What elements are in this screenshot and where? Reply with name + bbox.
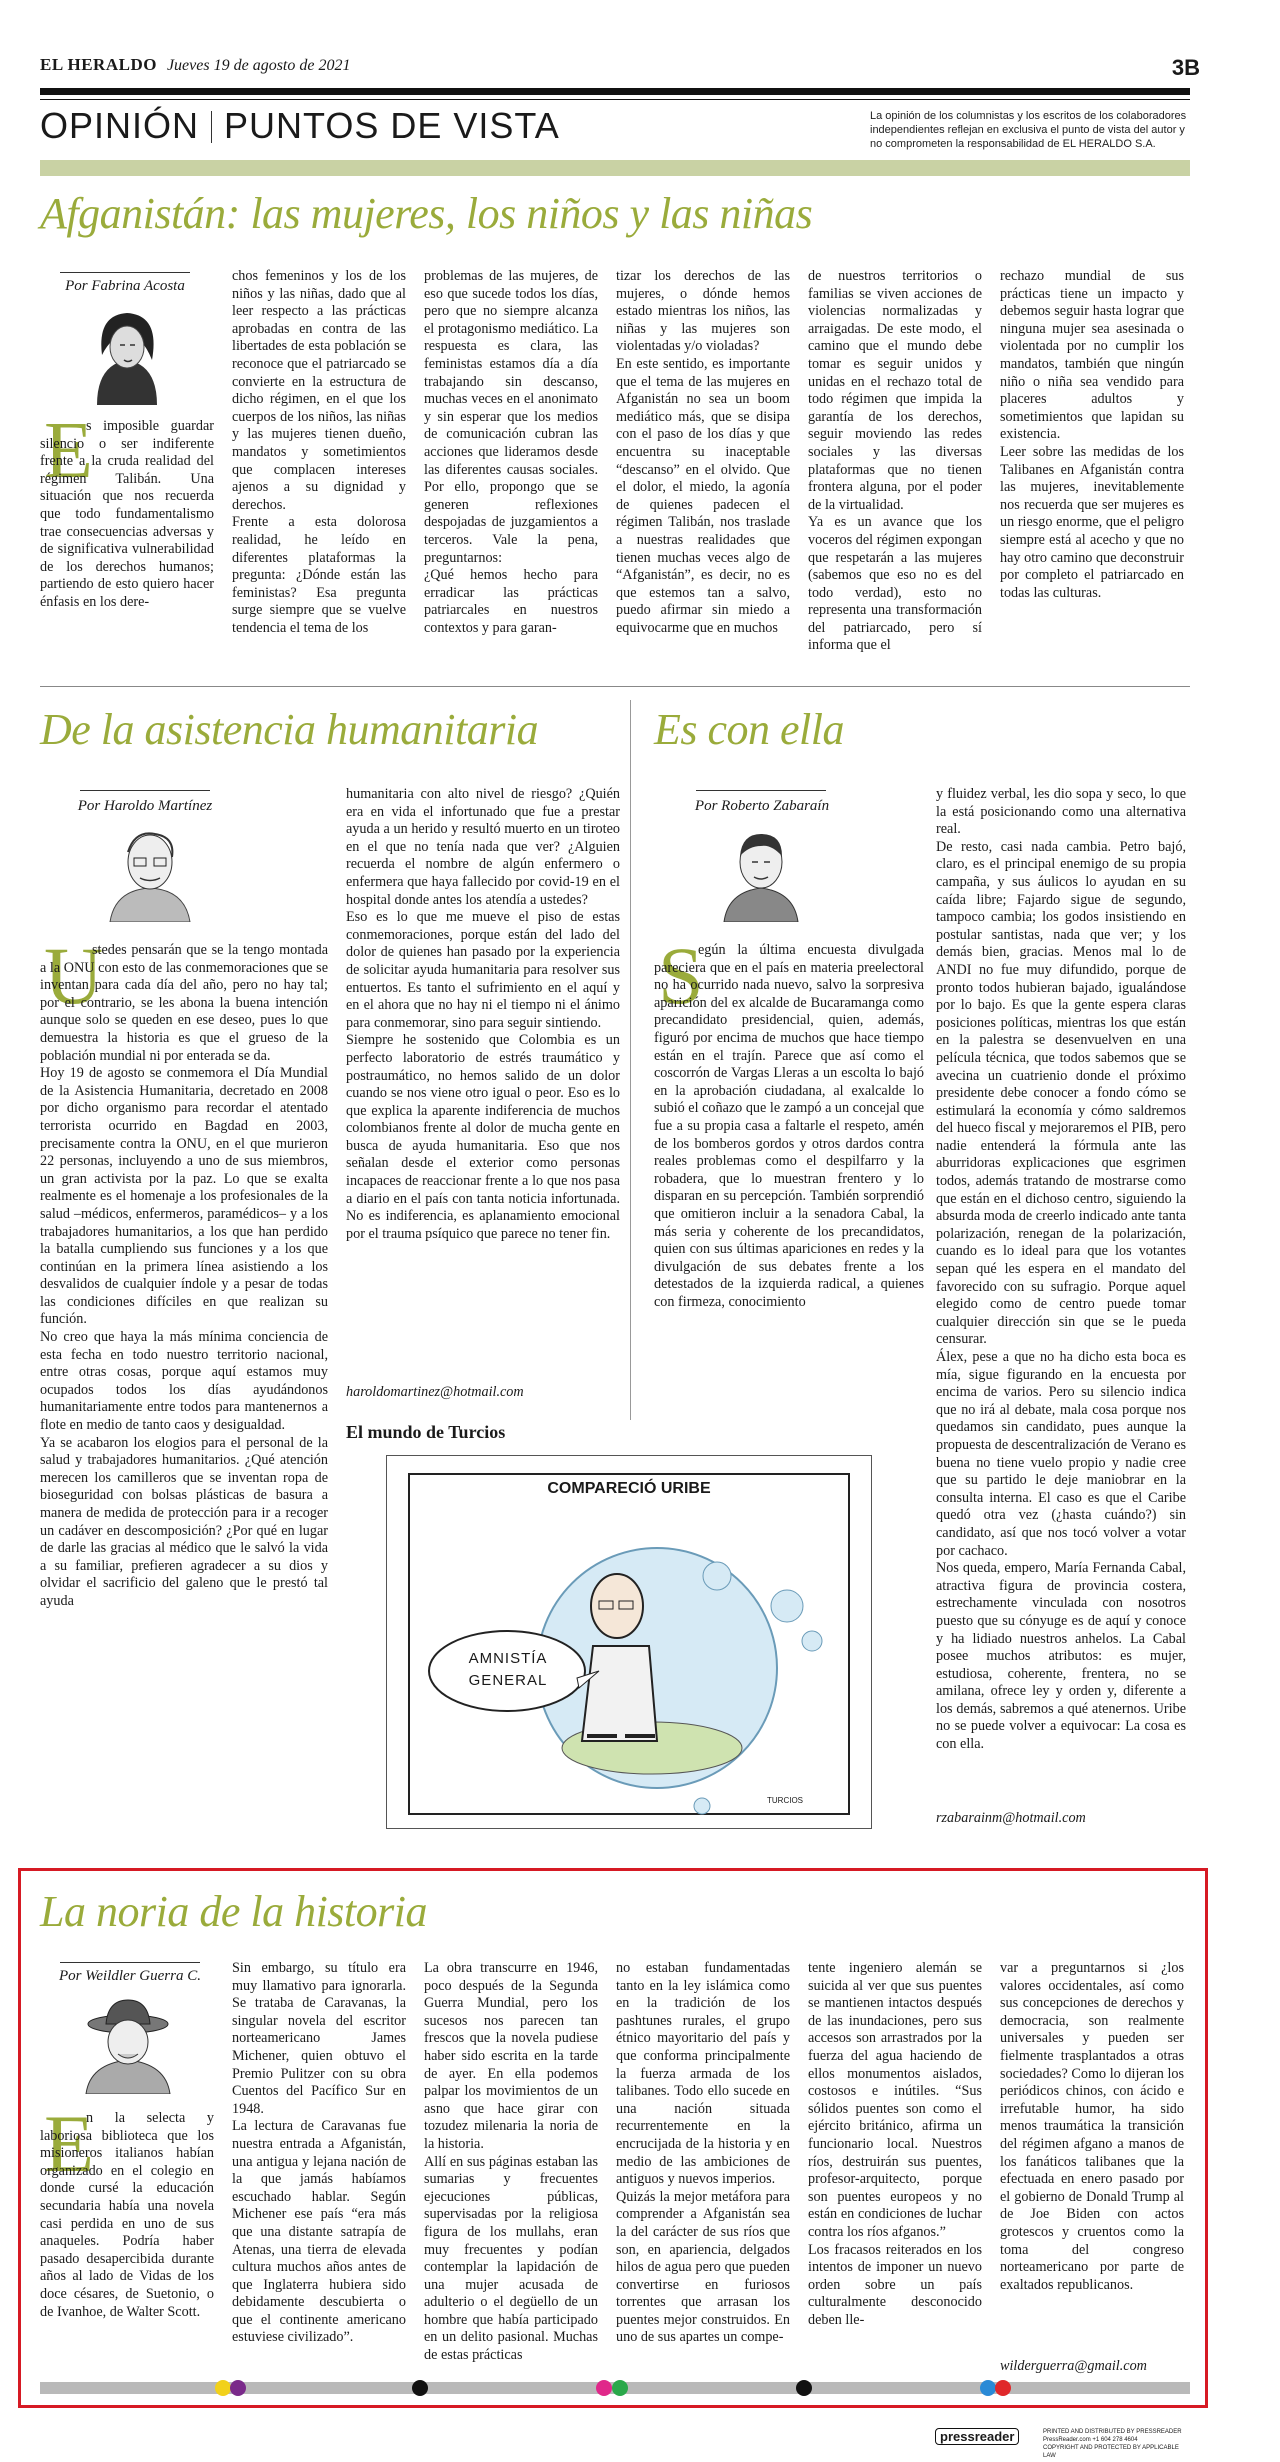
registration-dot-red [995,2380,1011,2396]
article3-col1: egún la última encuesta divulgada pareciera que en el país en materia preelectoral no ha ocurrido nada nuevo, salvo la sorpresiva aparición del ex alcalde de Bucaramanga como precandidato presidencial, quien, además, figuró por encima de muchos que hace tiempo están en el trajín. Parece que así como el coscorrón de Vargas Lleras a un escolta lo bajó en la aprobación ciudadana, al exalcalde lo subió el coñazo que le zampó a un concejal que fue a su propia casa a faltarle el respeto, amén de los bomberos gordos y otros dardos contra reales problemas como el despilfarro y la robadera, que lo muestran frentero y lo disparan en su percepción. También sorprendió que omitieron incluir a la senadora Cabal, la más seria y coherente de los precandidatos, quien con sus últimas apariciones en redes y la divulgación de sus debates frente a los detestados de la izquierda radical, a quienes con firmeza, conocimiento [654,942,924,1310]
article4-email: wilderguerra@gmail.com [1000,2358,1147,2374]
registration-dot-yellow [215,2380,231,2396]
article2-email: haroldomartinez@hotmail.com [346,1384,524,1400]
cartoon-caption: COMPARECIÓ URIBE [547,1480,711,1497]
portrait-illustration [82,305,172,405]
article2-headline: De la asistencia humanitaria [40,705,539,754]
article2-byline: Por Haroldo Martínez [77,798,213,814]
section-divider [211,111,212,143]
portrait-illustration [716,822,806,922]
pressreader-logo: pressreader [935,2428,1019,2445]
masthead-rule-thin [40,99,1190,100]
article1-col2: chos femeninos y los de los niños y las niñas, dado que al leer respecto a las prácticas aprobadas en contra de las libertades de esta población se reconoce que el patriarcado se convierte en la estructura de dicho régimen, en el que los cuerpos de los niños, las niñas y las mujeres tienen dueño, mandatos y sometimientos que complacen intereses ajenos a su dignidad y derechos. Frente a esta dolorosa realidad, he leído en diferentes plataformas la pregunta: ¿Dónde están las feministas? Esa pregunta surge siempre que se vuelve tendencia el tema de los [232,268,406,636]
footer-line-2: PressReader.com +1 604 278 4604 [1043,2437,1138,2443]
pressreader-footer [935,2428,1185,2459]
section-disclaimer: La opinión de los columnistas y los escritos de los colaboradores independientes reflejan en exclusiva el punto de vista del autor y no comprometen la responsabilidad de EL HERALDO S.A. [870,110,1187,150]
section-green-band [40,160,1190,176]
page-number: 3B [1171,55,1200,80]
article1-col4: tizar los derechos de las mujeres, o dónde hemos estado mientras los niños, las niñas y las mujeres son violentadas y/o violadas? En este sentido, es importante que el tema de las mujeres en Afganistán no sea un boom mediático más, que se disipa con el paso de los días y que encuentra su inaceptable “descanso” en el olvido. Que el dolor, el miedo, la agonía de quienes padecen el régimen Talibán, nos traslade a nuestras realidades que tienen muchas veces algo de “Afganistán”, es decir, no es que estemos tan a salvo, puedo afirmar sin miedo a equivocarme que en muchos [616,268,790,636]
article3-dropcap: S [658,930,704,1021]
cartoon-illustration [387,1456,871,1828]
article1-col6: rechazo mundial de sus prácticas tiene un impacto y debemos seguir hasta lograr que ninguna mujer sea asesinada o violentada por no cumplir los mandatos, también que ningún niño o niña sea vendido para placeres adultos y sometimientos que lapidan su existencia. Leer sobre las medidas de los Talibanes en Afganistán contra las mujeres, inevitablemente nos recuerda que ser mujeres es un riesgo enorme, que el peligro siempre está al acecho y que no hay otro camino que deconstruir por completo el patriarcado en todas las culturas. [1000,268,1184,601]
newspaper-brand: EL HERALDO [40,55,157,74]
footer-line-1: PRINTED AND DISTRIBUTED BY PRESSREADER [1043,2429,1182,2435]
masthead [40,55,1200,81]
article3-byline: Por Roberto Zabaraín [694,798,830,814]
section-header [40,105,1200,155]
article4-col3: La obra transcurre en 1946, poco después de la Segunda Guerra Mundial, pero los sucesos nos parecen tan frescos que la novela pudiese haber sido escrita en la tarde de ayer. En ella podemos palpar los movimientos de un asno que hace girar con tozudez milenaria la noria de la historia. Allí en sus páginas estaban las sumarias y frecuentes ejecuciones públicas, supervisadas por la religiosa figura de los mullahs, eran muy frecuentes y podían contemplar la lapidación de una mujer acusada de adulterio o el degüello de un hombre que había participado en un delito pasional. Muchas de estas prácticas [424,1960,598,2364]
article1-col5: de nuestros territorios o familias se viven acciones de violencias normalizadas y arraigadas. De este modo, el camino que el mundo debe tomar es seguir unidos y unidas en el rechazo total de todo régimen que impida la garantía de los derechos, seguir moviendo las redes sociales y las diversas plataformas que no tienen frontera alguna, por el poder de la virtualidad. Ya es un avance que los voceros del régimen expongan que respetarán a las mujeres (sabemos que eso no es del todo verdad), esto no representa una transformación del patriarcado, pero sí informa que el [808,268,982,654]
article1-col3: problemas de las mujeres, de eso que sucede todos los días, pero que no siempre alcanza el protagonismo mediático. La respuesta es clara, las feministas estamos día a día trabajando sin descanso, muchas veces en el anonimato y sin esperar que los medios de comunicación cubran las acciones que lideramos desde las diferentes causas sociales. Por ello, propongo que se generen reflexiones despojadas de juzgamientos a terceros. Vale la pena, preguntarnos: ¿Qué hemos hecho para erradicar las prácticas patriarcales en nuestros contextos y para garan- [424,268,598,636]
article3-byline-rule [696,790,826,791]
masthead-rule-thick [40,88,1190,95]
article3-email: rzabarainm@hotmail.com [936,1810,1086,1826]
footer-line-3: COPYRIGHT AND PROTECTED BY APPLICABLE LAW [1043,2445,1179,2459]
registration-dot-magenta [596,2380,612,2396]
section-title-puntos: PUNTOS DE VISTA [224,105,560,146]
article4-author-portrait [78,1994,178,2094]
registration-dot-blue [980,2380,996,2396]
cartoon-speech-bubble: AMNISTÍA GENERAL [468,1650,548,1689]
article3-headline: Es con ella [654,705,845,754]
portrait-illustration [78,1994,178,2094]
article2-dropcap: U [44,930,104,1021]
cartoon-signature: TURCIOS [767,1796,803,1805]
article4-col5: tente ingeniero alemán se suicida al ver que sus puentes se mantienen intactos después de las inundaciones, pero sus accesos son arrastrados por la fuerza del agua haciendo de ellos monumentos aislados, costosos e inútiles. “Sus sólidos puentes son como el ejército británico, afirma un funcionario local. Nuestros ríos, destruirán sus puentes, profesor-arquitecto, porque son puentes europeos y no están en condiciones de luchar contra los ríos afganos.” Los fracasos reiterados en los intentos de imponer un nuevo orden sobre un país culturalmente desconocido deben lle- [808,1960,982,2328]
article1-col1: s imposible guardar silencio o ser indiferente frente a la cruda realidad del régimen Talibán. Una situación que nos recuerda que todo fundamentalismo trae consecuencias adversas y de significativa vulnerabilidad de los derechos humanos; partiendo de esto quiero hacer énfasis en los dere- [40,418,214,610]
article1-byline: Por Fabrina Acosta [65,278,185,294]
article4-dropcap: E [44,2098,95,2189]
article-separator [40,686,1190,687]
article4-col1: n la selecta y laboriosa biblioteca que los misioneros italianos habían organizado en el colegio en donde cursé la educación secundaria había una novela casi perdida en uno de sus anaqueles. Podría haber pasado desapercibida durante años al lado de Vidas de los doce césares, de Suetonio, o de Ivanhoe, de Walter Scott. [40,2110,214,2320]
registration-dot-black-2 [796,2380,812,2396]
issue-date: Jueves 19 de agosto de 2021 [166,57,351,74]
article2-author-portrait [100,822,200,922]
section-title-opinion: OPINIÓN [40,105,200,146]
portrait-illustration [100,822,200,922]
article1-dropcap: E [44,407,93,495]
article4-headline: La noria de la historia [40,1887,427,1936]
article1-headline: Afganistán: las mujeres, los niños y las niñas [40,189,813,238]
registration-dot-green [612,2380,628,2396]
article4-byline-rule [60,1962,200,1963]
article4-col6: var a preguntarnos si ¿los valores occidentales, así como sus concepciones de derechos y democracia, son realmente universales y pueden ser fielmente trasplantados a otras sociedades? Como lo dijeran los periódicos chinos, con ácido e irrefutable humor, ha sido menos traumática la transición del régimen afgano a manos de los fanáticos talibanes que la efectuada en enero pasado por el gobierno de Donald Trump al de Joe Biden con actos grotescos y cruentos como la toma del congreso norteamericano por parte de exaltados republicanos. [1000,1960,1184,2293]
cartoon-frame [386,1455,872,1829]
registration-dot-black [412,2380,428,2396]
article3-author-portrait [716,822,806,922]
cartoon-section-title: El mundo de Turcios [346,1422,506,1442]
registration-dot-purple [230,2380,246,2396]
article4-col4: no estaban fundamentadas tanto en la ley islámica como en la tradición de los pashtunes rurales, el grupo étnico mayoritario del país y que conforma principalmente la fuerza armada de los talibanes. Todo ello sucede en una nación situada recurrentemente en la encrucijada de la historia y en medio de las ambiciones de antiguos y nuevos imperios. Quizás la mejor metáfora para comprender a Afganistán sea la del carácter de sus ríos que son, en apariencia, delgados hilos de agua pero que pueden convertirse en furiosos torrentes que arrasan los puentes mejor construidos. En uno de sus apartes un compe- [616,1960,790,2346]
article3-col2: y fluidez verbal, les dio sopa y seco, lo que la está posicionando como una alternativa real. De resto, casi nada cambia. Petro bajó, claro, es el principal enemigo de su propia campaña, y sus áulicos lo ayudan en su caída libre; Fajardo sigue de segundo, tampoco cambia; los godos insistiendo en postular santistas, nada que ver; y los demás bien, gracias. Menos mal lo de ANDI no fue muy difundido, porque de pronto todos hubieran bajado, igualándose por lo bajo. Es que la gente espera claras posiciones políticas, mientras los que están en la palestra se desenvuelven en una película técnica, que todos sabemos que se avecina un cuatrienio donde el próximo presidente debe conocer a fondo cómo se estimulará la economía y cómo saldremos del hueco fiscal y mejoraremos el PIB, pero nadie entenderá la fórmula ante las aburridoras explicaciones que esgrimen todos, además tratando de mostrarse como que están en el dichoso centro, siguiendo la absurda moda de creerlo indicado ante tanta polarización, renegan de la polarización, cuando es lo ideal para que los votantes sepan qué les espera en el mandato del favorecido con su sufragio. Porque aquel elegido como de centro puede tomar cualquier dirección sin que se le pueda censurar. Álex, pese a que no ha dicho esta boca es mía, sigue figurando en la encuesta por encima de varios. Pero su silencio indica que no irá al debate, mala cosa porque nos quedamos sin candidato, pues aunque la propuesta de descentralización de Verano es buena no tiene vuelo propio y nadie cree que su partido le deje maniobrar en la consulta interna. El caso es que el Caribe quedó otra vez (¿hasta cuándo?) sin candidato, así que nos tocó volver a votar por cachaco. Nos queda, empero, María Fernanda Cabal, atractiva figura de provincia costera, estrechamente vinculada con nosotros puesto que su cónyuge es de aquí y conoce y ha lidiado nuestros anhelos. La Cabal posee muchos atributos: es mujer, estudiosa, coherente, frentera, no se amilana, ofrece ley y orden y, diferente a los demás, sabremos a qué atenernos. Uribe no se puede volver a equivocar: La cosa es con ella. [936,786,1186,1753]
column-separator [630,700,631,1420]
article4-byline: Por Weildler Guerra C. [59,1968,201,1984]
pressreader-credits [1043,2428,1183,2460]
article1-byline-rule [60,272,190,273]
article2-col1: stedes pensarán que se la tengo montada a la ONU con esto de las conmemoraciones que se inventan para cada día del año, pero no hay tal; por el contrario, se les abona la buena intención aunque solo se queden en ese deseo, pues lo que demuestra la historia es que el grueso de la población mundial ni por enterada se da. Hoy 19 de agosto se conmemora el Día Mundial de la Asistencia Humanitaria, decretado en 2008 por dicho organismo para recordar el atentado terrorista ocurrido en Bagdad en 2003, precisamente contra la ONU, en el que murieron 22 personas, incluyendo a uno de sus miembros, un gran activista por la paz. Lo que se exalta realmente es el homenaje a los profesionales de la salud –médicos, enfermeros, paramédicos– y a los trabajadores humanitarios, a los que han perdido la batalla cumpliendo sus funciones y a los que continúan en la primera línea asistiendo a los desvalidos de cualquier índole y a pesar de todas las condiciones difíciles en que realizan su función. No creo que haya la más mínima conciencia de esta fecha en todo nuestro territorio nacional, entre otras cosas, porque aquí estamos muy ocupados todos los días ayudándonos humanitariamente entre todos para mantenernos a flote en medio de tanto caos y desigualdad. Ya se acabaron los elogios para el personal de la salud y trabajadores humanitarios. ¿Qué atención merecen los camilleros que se inventan ropa de bioseguridad con bolsas plásticas de basura a manera de medida de protección para ir a recoger un cadáver en descomposición? ¿Por qué en lugar de darle las gracias al médico que le salvó la vida a su familiar, prefieren agradecer a su dios y olvidar el sacrificio del galeno que le prestó tal ayuda [40,942,328,1609]
article2-col2: humanitaria con alto nivel de riesgo? ¿Quién era en vida el infortunado que fue a prestar ayuda a un herido y resultó muerto en un tiroteo en el que no tenía nada que ver? ¿Alguien recuerda el nombre de algún enfermero o enfermera que haya fallecido por covid-19 en el hospital donde antes los atendía a ustedes? Eso es lo que me mueve el piso de estas conmemoraciones, porque están del lado del dolor de quienes han pasado por la experiencia de solicitar ayuda humanitaria para resolver sus entuertos. Es tanto el sufrimiento en el aquí y en el ahora que no hay ni el tiempo ni el ánimo para conmemorar, sino para seguir sintiendo. Siempre he sostenido que Colombia es un perfecto laboratorio de estrés traumático y postraumático, no hemos salido de un dolor cuando se nos viene otro igual o peor. Eso es lo que explica la aparente indiferencia de muchos colombianos frente al dolor de mucha gente en busca de ayuda humanitaria. Eso que nos señalan desde el exterior como personas incapaces de reaccionar frente a lo que nos pasa a diario en el país con tanta noticia infortunada. No es indiferencia, es aplanamiento emocional por el trauma psíquico que parece no tener fin. [346,786,620,1242]
article1-author-portrait [82,305,172,405]
article2-byline-rule [80,790,210,791]
article4-col2: Sin embargo, su título era muy llamativo para ignorarla. Se trataba de Caravanas, la singular novela del escritor norteamericano James Michener, quien obtuvo el Premio Pulitzer con su obra Cuentos del Pacífico Sur en 1948. La lectura de Caravanas fue nuestra entrada a Afganistán, una antigua y lejana nación de la que jamás habíamos escuchado hablar. Según Michener ese país “era más que una distante satrapía de Atenas, una tierra de elevada cultura muchos años antes de que Inglaterra hubiera sido debidamente descubierta o que el continente americano estuviese civilizado”. [232,1960,406,2346]
